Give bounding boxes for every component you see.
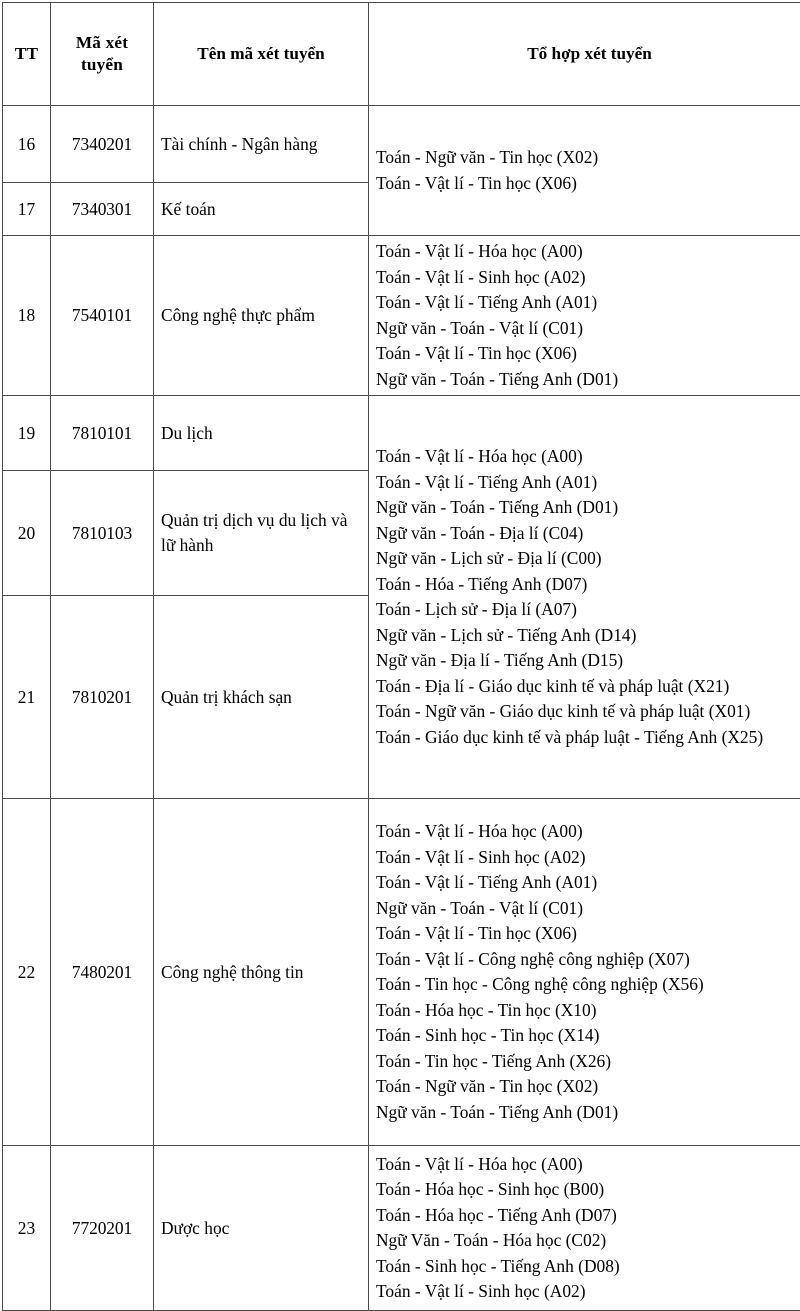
cell-code: 7340201 <box>51 106 154 183</box>
cell-name: Quản trị dịch vụ du lịch và lữ hành <box>154 471 369 596</box>
combination-line: Ngữ văn - Toán - Vật lí (C01) <box>376 316 800 342</box>
combination-line: Toán - Hóa học - Tiếng Anh (D07) <box>376 1203 800 1229</box>
combination-line: Ngữ văn - Toán - Tiếng Anh (D01) <box>376 1100 800 1126</box>
cell-tt: 22 <box>3 799 51 1146</box>
cell-combination <box>369 396 800 799</box>
combination-line: Toán - Hóa - Tiếng Anh (D07) <box>376 572 800 598</box>
header-row <box>3 3 800 106</box>
cell-code: 7540101 <box>51 236 154 396</box>
table-row <box>3 396 800 471</box>
combination-line: Toán - Tin học - Công nghệ công nghiệp (X56) <box>376 972 800 998</box>
table-header <box>3 3 800 106</box>
cell-code: 7340301 <box>51 183 154 236</box>
table-row <box>3 236 800 396</box>
combination-line: Ngữ văn - Lịch sử - Địa lí (C00) <box>376 546 800 572</box>
column-header-name: Tên mã xét tuyển <box>154 3 369 106</box>
cell-name: Dược học <box>154 1146 369 1311</box>
combination-line: Toán - Hóa học - Sinh học (B00) <box>376 1177 800 1203</box>
combination-line: Toán - Vật lí - Tin học (X06) <box>376 921 800 947</box>
combination-line: Toán - Tin học - Tiếng Anh (X26) <box>376 1049 800 1075</box>
combination-line: Toán - Địa lí - Giáo dục kinh tế và pháp luật (X21) <box>376 674 800 700</box>
table-body <box>3 106 800 1311</box>
combination-line: Toán - Ngữ văn - Tin học (X02) <box>376 145 800 171</box>
combination-line: Toán - Vật lí - Hóa học (A00) <box>376 819 800 845</box>
combination-line: Ngữ văn - Toán - Tiếng Anh (D01) <box>376 495 800 521</box>
combination-line: Toán - Hóa học - Tin học (X10) <box>376 998 800 1024</box>
combination-line: Toán - Giáo dục kinh tế và pháp luật - Tiếng Anh (X25) <box>376 725 800 751</box>
cell-combination <box>369 236 800 396</box>
combination-line: Toán - Ngữ văn - Giáo dục kinh tế và pháp luật (X01) <box>376 699 800 725</box>
combination-line: Ngữ Văn - Toán - Hóa học (C02) <box>376 1228 800 1254</box>
combination-line: Toán - Sinh học - Tiếng Anh (D08) <box>376 1254 800 1280</box>
combination-line: Toán - Sinh học - Tin học (X14) <box>376 1023 800 1049</box>
combination-line: Toán - Vật lí - Sinh học (A02) <box>376 265 800 291</box>
combination-line: Toán - Ngữ văn - Tin học (X02) <box>376 1074 800 1100</box>
cell-name: Công nghệ thông tin <box>154 799 369 1146</box>
cell-tt: 21 <box>3 596 51 799</box>
combination-line: Toán - Vật lí - Công nghệ công nghiệp (X07) <box>376 947 800 973</box>
cell-tt: 18 <box>3 236 51 396</box>
table-row <box>3 106 800 183</box>
cell-code: 7480201 <box>51 799 154 1146</box>
combination-line: Ngữ văn - Lịch sử - Tiếng Anh (D14) <box>376 623 800 649</box>
table-row <box>3 799 800 1146</box>
combination-line: Toán - Vật lí - Sinh học (A02) <box>376 1279 800 1305</box>
cell-code: 7810103 <box>51 471 154 596</box>
column-header-tt: TT <box>3 3 51 106</box>
admissions-table <box>2 2 800 1311</box>
combination-line: Toán - Vật lí - Tiếng Anh (A01) <box>376 470 800 496</box>
cell-code: 7810101 <box>51 396 154 471</box>
column-header-code: Mã xét tuyển <box>51 3 154 106</box>
combination-line: Toán - Lịch sử - Địa lí (A07) <box>376 597 800 623</box>
combination-line: Ngữ văn - Toán - Địa lí (C04) <box>376 521 800 547</box>
cell-tt: 17 <box>3 183 51 236</box>
cell-name: Du lịch <box>154 396 369 471</box>
combination-line: Toán - Vật lí - Hóa học (A00) <box>376 239 800 265</box>
cell-name: Kế toán <box>154 183 369 236</box>
cell-tt: 16 <box>3 106 51 183</box>
cell-combination <box>369 1146 800 1311</box>
combination-line: Ngữ văn - Địa lí - Tiếng Anh (D15) <box>376 648 800 674</box>
combination-line: Toán - Vật lí - Tin học (X06) <box>376 341 800 367</box>
cell-name: Công nghệ thực phẩm <box>154 236 369 396</box>
combination-line: Toán - Vật lí - Sinh học (A02) <box>376 845 800 871</box>
cell-tt: 20 <box>3 471 51 596</box>
combination-line: Toán - Vật lí - Hóa học (A00) <box>376 444 800 470</box>
cell-name: Quản trị khách sạn <box>154 596 369 799</box>
cell-tt: 19 <box>3 396 51 471</box>
combination-line: Toán - Vật lí - Tin học (X06) <box>376 171 800 197</box>
cell-tt: 23 <box>3 1146 51 1311</box>
cell-combination <box>369 799 800 1146</box>
combination-line: Toán - Vật lí - Hóa học (A00) <box>376 1152 800 1178</box>
combination-line: Toán - Vật lí - Tiếng Anh (A01) <box>376 290 800 316</box>
cell-name: Tài chính - Ngân hàng <box>154 106 369 183</box>
table-row <box>3 1146 800 1311</box>
combination-line: Toán - Vật lí - Tiếng Anh (A01) <box>376 870 800 896</box>
cell-code: 7720201 <box>51 1146 154 1311</box>
cell-combination <box>369 106 800 236</box>
column-header-combination: Tổ hợp xét tuyển <box>369 3 800 106</box>
combination-line: Ngữ văn - Toán - Vật lí (C01) <box>376 896 800 922</box>
combination-line: Ngữ văn - Toán - Tiếng Anh (D01) <box>376 367 800 393</box>
cell-code: 7810201 <box>51 596 154 799</box>
